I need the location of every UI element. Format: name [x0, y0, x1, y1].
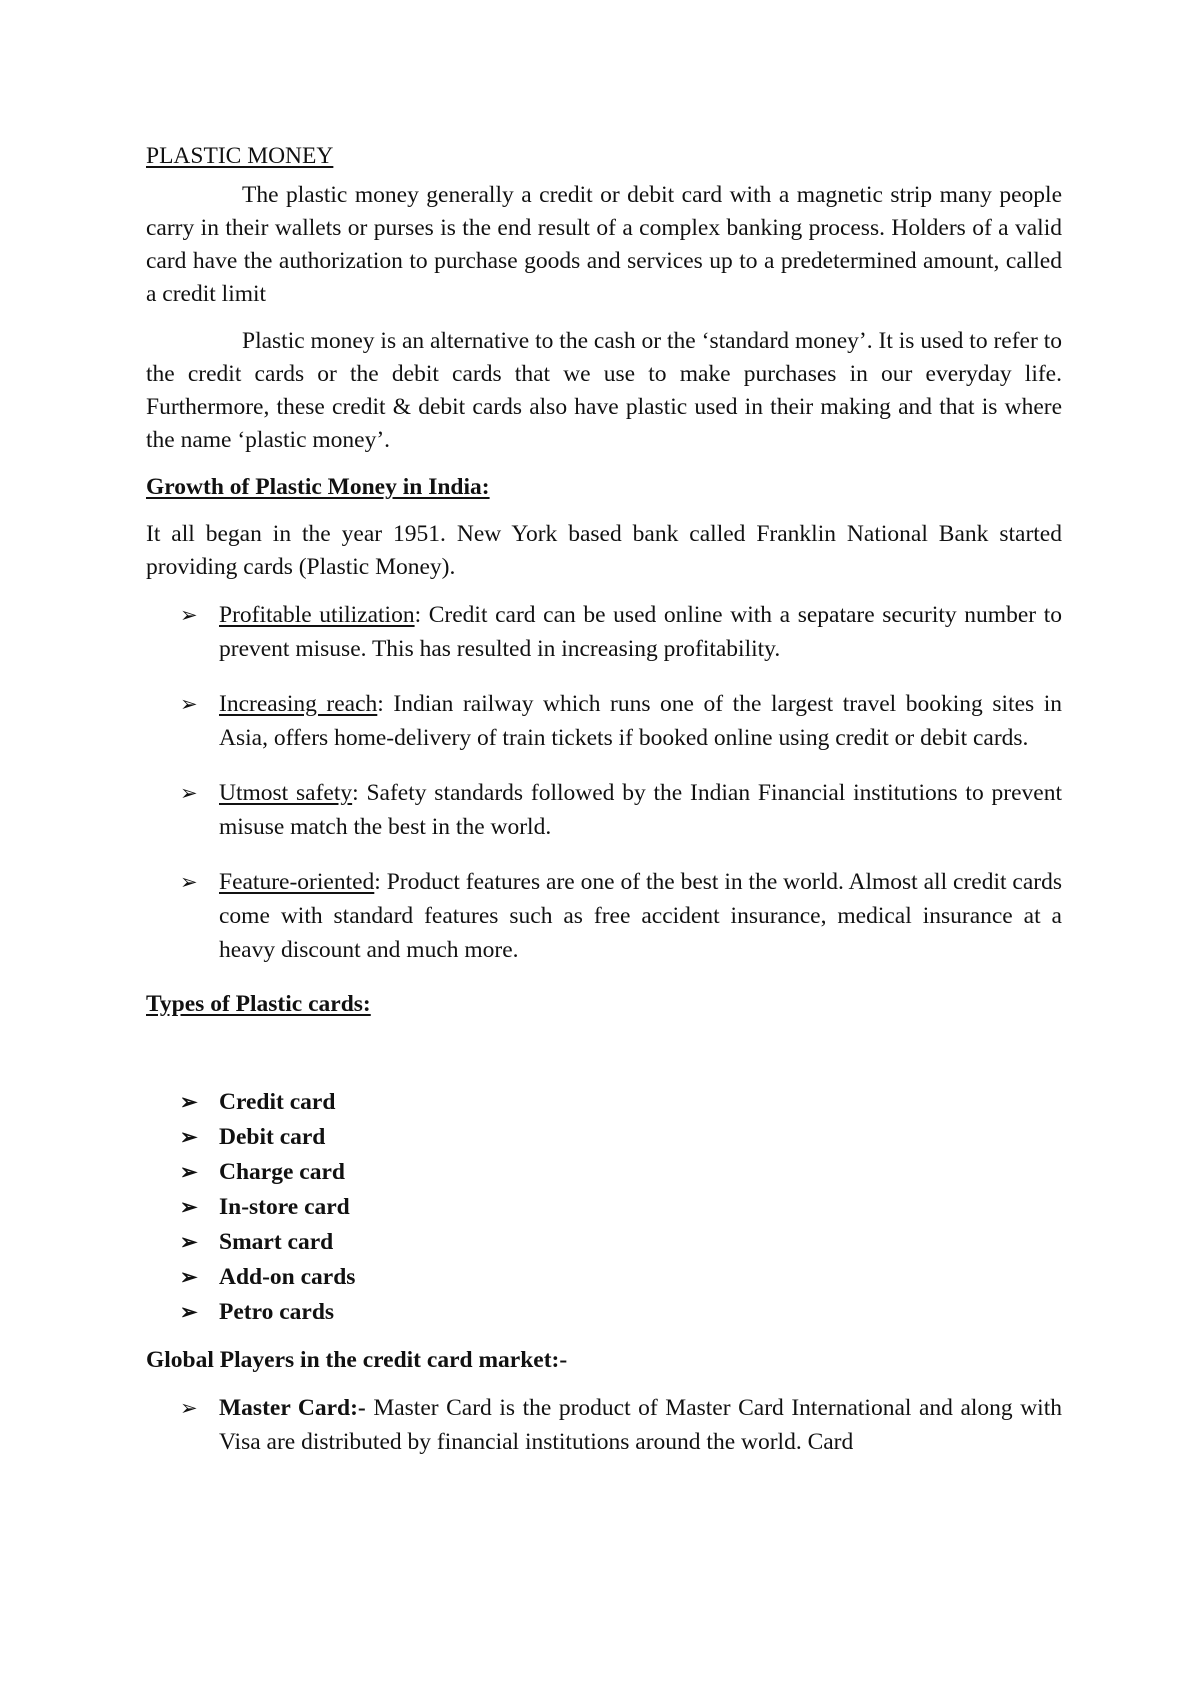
growth-intro: It all began in the year 1951. New York based bank called Franklin National Bank started providing cards (Plastic Money). — [146, 521, 1062, 580]
arrow-bullet-icon: ➢ — [180, 1195, 198, 1219]
arrow-bullet-icon: ➢ — [180, 1160, 198, 1184]
growth-heading: Growth of Plastic Money in India: — [146, 474, 490, 500]
list-item — [146, 1225, 1062, 1260]
list-item — [146, 865, 1062, 967]
item-text: : Product features are one of the best in the world. Almost all credit cards come with standard features such as free accident insurance, medical insurance at a heavy discount and much more. — [219, 869, 1062, 963]
list-item — [146, 1260, 1062, 1295]
list-item — [146, 776, 1062, 844]
arrow-bullet-icon: ➢ — [180, 1300, 198, 1324]
arrow-bullet-icon: ➢ — [180, 1090, 198, 1114]
arrow-bullet-icon: ➢ — [180, 692, 198, 716]
item-text: Master Card is the product of Master Card International and along with Visa are distributed by financial institutions around the world. Card — [219, 1395, 1062, 1455]
item-term: Master Card:- — [219, 1395, 366, 1421]
arrow-bullet-icon: ➢ — [180, 870, 198, 894]
type-label: Smart card — [219, 1229, 334, 1255]
list-item — [146, 598, 1062, 666]
type-label: In-store card — [219, 1194, 350, 1220]
list-item — [146, 1391, 1062, 1459]
growth-list — [146, 598, 1062, 967]
global-players-list — [146, 1391, 1062, 1459]
type-label: Petro cards — [219, 1299, 335, 1325]
arrow-bullet-icon: ➢ — [180, 1125, 198, 1149]
arrow-bullet-icon: ➢ — [180, 1396, 198, 1420]
item-text: : Indian railway which runs one of the largest travel booking sites in Asia, offers home-delivery of train tickets if booked online using credit or debit cards. — [219, 691, 1062, 751]
list-item — [146, 1295, 1062, 1330]
list-item — [146, 1085, 1062, 1120]
arrow-bullet-icon: ➢ — [180, 781, 198, 805]
type-label: Add-on cards — [219, 1264, 356, 1290]
global-players-heading: Global Players in the credit card market:- — [146, 1347, 568, 1373]
list-item — [146, 1120, 1062, 1155]
arrow-bullet-icon: ➢ — [180, 1265, 198, 1289]
item-term: Utmost safety — [219, 780, 353, 806]
type-label: Charge card — [219, 1159, 345, 1185]
types-heading: Types of Plastic cards: — [146, 991, 371, 1017]
document-page — [146, 140, 1062, 1480]
paragraph-intro: The plastic money generally a credit or debit card with a magnetic strip many people carry in their wallets or purses is the end result of a complex banking process. Holders of a valid card have the authorization to purchase goods and services up to a predetermined amount, called a credit limit — [146, 182, 1062, 307]
paragraph-alternative: Plastic money is an alternative to the cash or the ‘standard money’. It is used to refer to the credit cards or the debit cards that we use to make purchases in our everyday life. Furthermore, these credit & debit cards also have plastic used in their making and that is where the name ‘plastic money’. — [146, 328, 1062, 453]
arrow-bullet-icon: ➢ — [180, 603, 198, 627]
item-term: Feature-oriented — [219, 869, 375, 895]
document-title: PLASTIC MONEY — [146, 143, 334, 169]
list-item — [146, 1190, 1062, 1225]
types-list — [146, 1085, 1062, 1330]
item-text: : Safety standards followed by the Indian Financial institutions to prevent misuse match the best in the world. — [219, 780, 1062, 840]
item-term: Profitable utilization — [219, 602, 415, 628]
arrow-bullet-icon: ➢ — [180, 1230, 198, 1254]
type-label: Credit card — [219, 1089, 336, 1115]
spacer — [146, 1035, 1062, 1085]
type-label: Debit card — [219, 1124, 326, 1150]
item-text: : Credit card can be used online with a sepatare security number to prevent misuse. This has resulted in increasing profitability. — [219, 602, 1062, 662]
list-item — [146, 687, 1062, 755]
item-term: Increasing reach — [219, 691, 378, 717]
list-item — [146, 1155, 1062, 1190]
